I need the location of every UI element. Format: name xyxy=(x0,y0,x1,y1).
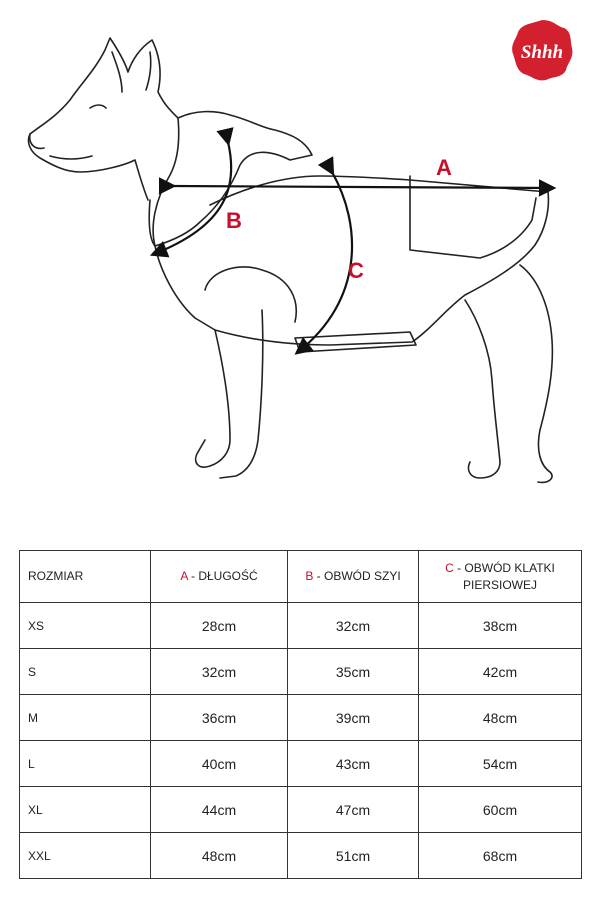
size-chart-table xyxy=(19,550,582,879)
header-chest xyxy=(419,551,582,603)
dog-head-outline xyxy=(28,38,178,200)
table-row xyxy=(20,695,582,741)
cell-neck: 35cm xyxy=(288,649,419,695)
table-row xyxy=(20,833,582,879)
cell-chest: 42cm xyxy=(419,649,582,695)
cell-chest: 48cm xyxy=(419,695,582,741)
header-length-letter: A xyxy=(180,569,188,583)
cell-neck: 47cm xyxy=(288,787,419,833)
cell-chest: 54cm xyxy=(419,741,582,787)
cell-chest: 60cm xyxy=(419,787,582,833)
cell-size: XL xyxy=(20,787,151,833)
cell-length: 36cm xyxy=(151,695,288,741)
dog-ear-inner xyxy=(112,52,122,92)
cell-size: S xyxy=(20,649,151,695)
cell-size: L xyxy=(20,741,151,787)
table-row xyxy=(20,787,582,833)
header-length-text: - DŁUGOŚĆ xyxy=(187,569,258,583)
dog-eye xyxy=(90,105,106,108)
header-chest-text: - OBWÓD KLATKI PIERSIOWEJ xyxy=(453,560,555,592)
header-neck-letter: B xyxy=(305,569,314,583)
logo-text: Shhh xyxy=(520,42,564,63)
dog-nose xyxy=(30,134,44,148)
cell-length: 44cm xyxy=(151,787,288,833)
cell-length: 48cm xyxy=(151,833,288,879)
header-length xyxy=(151,551,288,603)
table-row xyxy=(20,741,582,787)
cell-size: M xyxy=(20,695,151,741)
cell-length: 40cm xyxy=(151,741,288,787)
dog-hind-leg xyxy=(465,300,500,478)
cell-size: XS xyxy=(20,603,151,649)
cell-chest: 68cm xyxy=(419,833,582,879)
header-neck xyxy=(288,551,419,603)
label-a: A xyxy=(436,155,452,180)
measure-arrow-c xyxy=(298,172,352,352)
table-header-row xyxy=(20,551,582,603)
measure-arrow-b xyxy=(154,142,231,254)
cell-neck: 51cm xyxy=(288,833,419,879)
header-chest-letter: C xyxy=(445,560,454,575)
cell-length: 32cm xyxy=(151,649,288,695)
cell-chest: 38cm xyxy=(419,603,582,649)
hoodie-armhole xyxy=(205,267,296,322)
label-c: C xyxy=(348,258,364,283)
label-b: B xyxy=(226,208,242,233)
cell-neck: 32cm xyxy=(288,603,419,649)
header-neck-text: - OBWÓD SZYI xyxy=(313,569,401,583)
dog-hind-leg-2 xyxy=(520,265,552,482)
brand-logo xyxy=(510,18,574,82)
dog-ear-inner-2 xyxy=(146,52,151,90)
cell-size: XXL xyxy=(20,833,151,879)
cell-length: 28cm xyxy=(151,603,288,649)
cell-neck: 43cm xyxy=(288,741,419,787)
cell-neck: 39cm xyxy=(288,695,419,741)
table-row xyxy=(20,603,582,649)
table-row xyxy=(20,649,582,695)
header-size: ROZMIAR xyxy=(20,551,151,603)
dog-front-leg xyxy=(196,330,230,467)
dog-mouth xyxy=(50,156,92,159)
